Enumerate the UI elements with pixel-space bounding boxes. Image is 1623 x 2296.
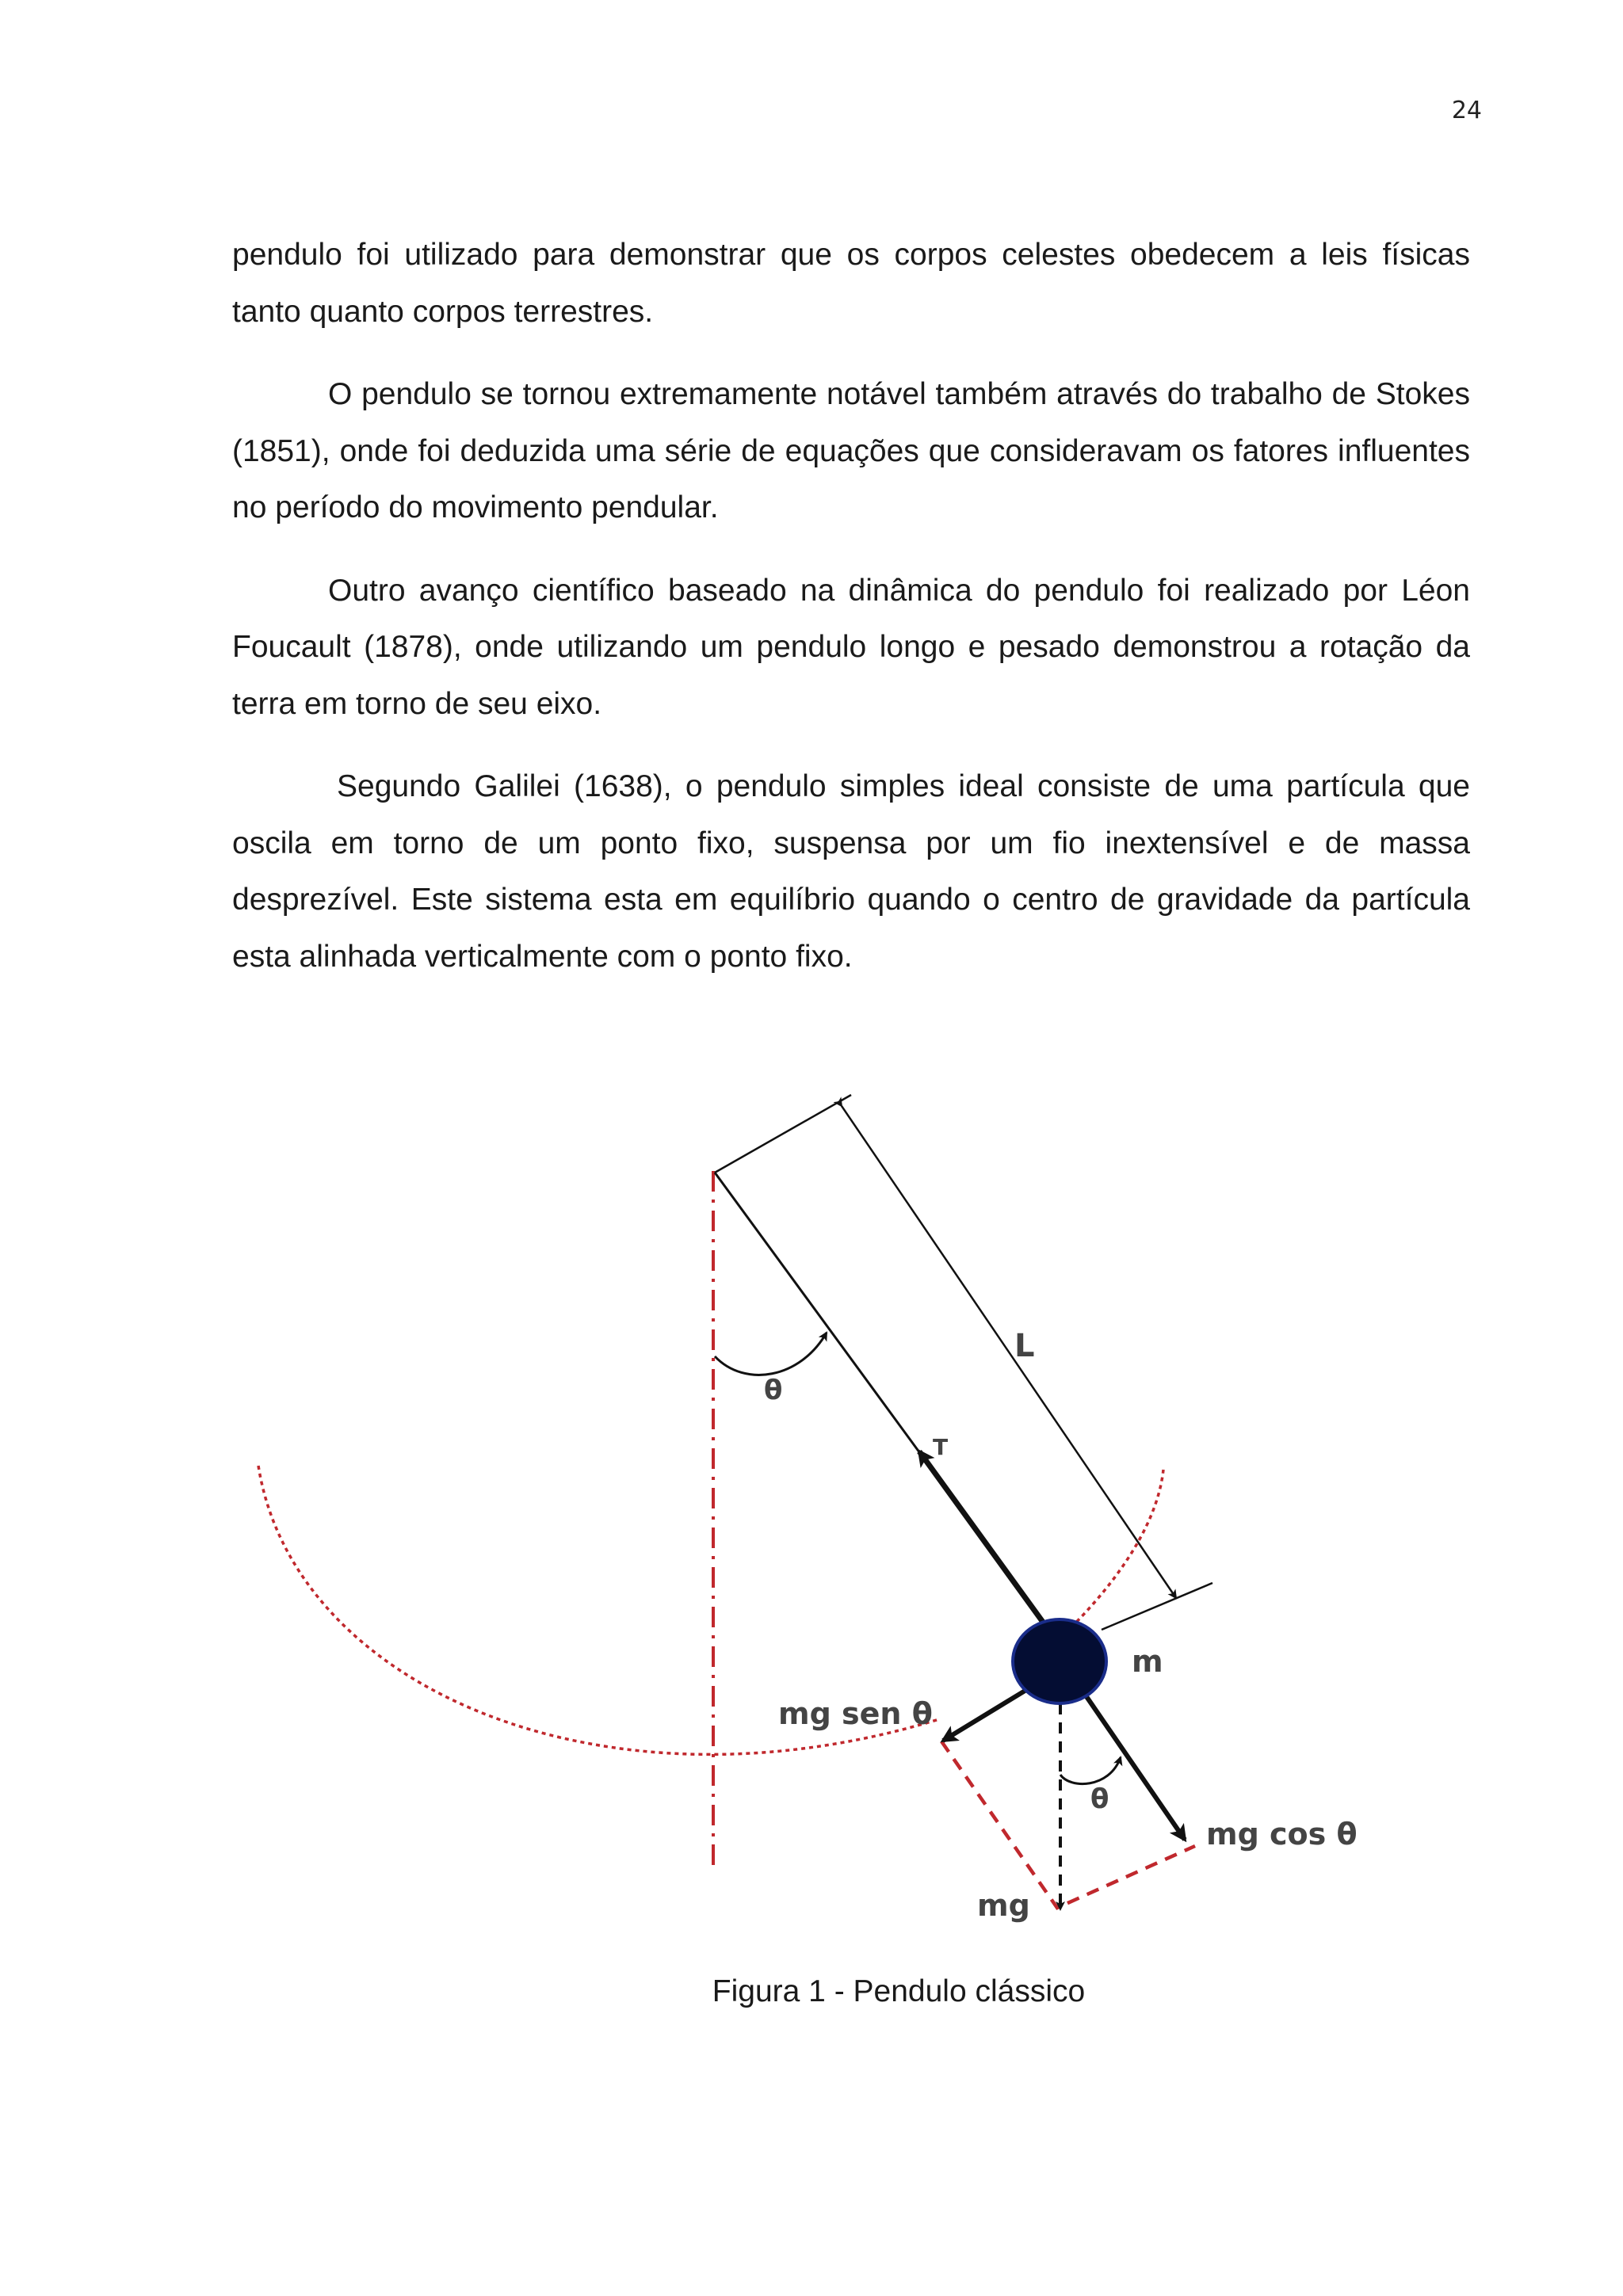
mg-cos-vector: [1086, 1695, 1185, 1840]
length-extension-bottom: [1102, 1583, 1212, 1630]
paragraph-1: pendulo foi utilizado para demonstrar que os corpos celestes obedecem a leis físicas tanto quanto corpos terrestres.: [232, 238, 1470, 329]
pendulum-bob: [1013, 1619, 1106, 1703]
theta-angle-arc-bottom: [1060, 1757, 1121, 1784]
pendulum-string: [715, 1173, 922, 1455]
tension-label: T: [933, 1434, 949, 1460]
paragraph-3: Outro avanço científico baseado na dinâmica do pendulo foi realizado por Léon Foucault (1878), onde utilizando um pendulo longo e pesado demonstrou a rotação da terra em torno de seu eixo.: [232, 573, 1470, 721]
theta-label-top: θ: [764, 1375, 783, 1406]
mg-sen-label: mg sen θ: [778, 1696, 933, 1731]
trajectory-arc: [258, 1466, 1163, 1754]
theta-label-bottom: θ: [1090, 1783, 1109, 1815]
page-number: 24: [1451, 97, 1482, 124]
paragraph-4: Segundo Galilei (1638), o pendulo simples ideal consiste de uma partícula que oscila em torno de um ponto fixo, suspensa por um fio inextensível e de massa desprezível. Este sistema esta em equilíbrio quando o centro de gravidade da partícula esta alinhada verticalmente com o ponto fixo.: [232, 769, 1470, 974]
theta-angle-arc-top: [715, 1333, 827, 1375]
length-extension-top: [715, 1095, 851, 1173]
body-text: [232, 227, 1470, 1011]
paragraph-2: O pendulo se tornou extremamente notável também através do trabalho de Stokes (1851), onde foi deduzida uma série de equações que consideravam os fatores influentes no período do movimento pendular.: [232, 377, 1470, 524]
length-label: L: [1014, 1328, 1035, 1364]
mg-label: mg: [977, 1888, 1030, 1923]
pendulum-diagram: [238, 1077, 1395, 1957]
mg-cos-label: mg cos θ: [1206, 1817, 1358, 1852]
tension-vector: [919, 1451, 1059, 1644]
mass-label: m: [1132, 1644, 1163, 1679]
figure-caption: Figura 1 - Pendulo clássico: [712, 1974, 1086, 2008]
mg-sen-vector: [943, 1688, 1030, 1741]
component-box: [941, 1741, 1195, 1908]
length-dimension-arrow: [842, 1106, 1176, 1598]
